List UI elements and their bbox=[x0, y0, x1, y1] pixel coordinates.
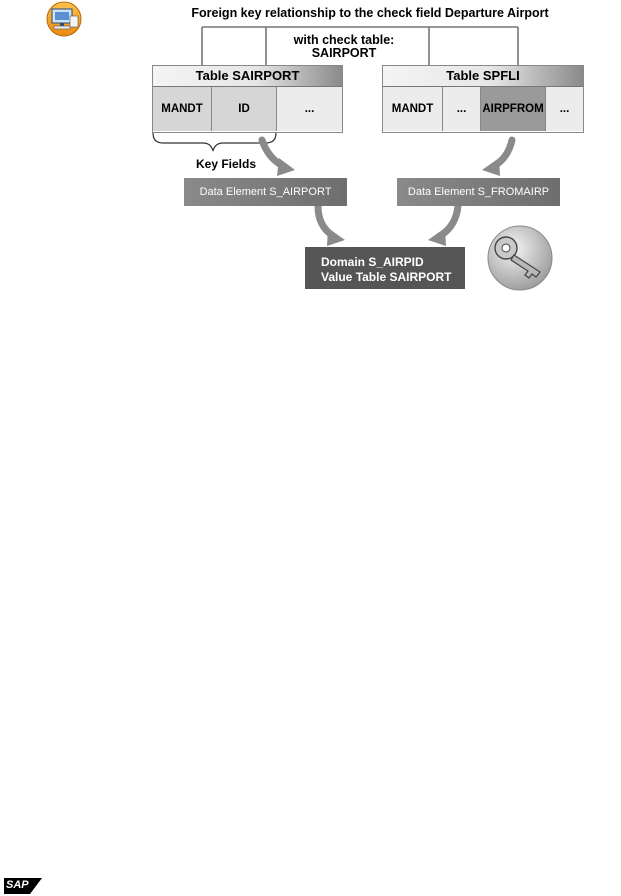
sap-logo-text: SAP bbox=[6, 879, 29, 891]
domain-value-table: Value Table SAIRPORT bbox=[321, 270, 452, 284]
domain-box bbox=[305, 247, 465, 289]
sairport-field-more: ... bbox=[277, 87, 342, 131]
table-sairport-header: Table SAIRPORT bbox=[153, 66, 342, 87]
spfli-field-more-1: ... bbox=[443, 87, 481, 131]
check-table-line2: SAIRPORT bbox=[311, 46, 377, 60]
check-table-line1: with check table: bbox=[293, 33, 395, 47]
key-fields-brace bbox=[153, 133, 276, 151]
data-element-s-airport: Data Element S_AIRPORT bbox=[184, 178, 347, 206]
spfli-field-mandt: MANDT bbox=[383, 87, 443, 131]
arrowhead-to-domain-right bbox=[428, 228, 446, 246]
key-fields-label: Key Fields bbox=[196, 157, 257, 171]
domain-name: Domain S_AIRPID bbox=[321, 255, 424, 269]
arrowhead-to-data-element-right bbox=[482, 158, 500, 176]
spfli-field-airpfrom: AIRPFROM bbox=[481, 87, 546, 131]
table-spfli bbox=[382, 65, 584, 133]
spfli-field-more-2: ... bbox=[546, 87, 583, 131]
arrowhead-to-data-element-left bbox=[277, 158, 295, 176]
sairport-field-mandt: MANDT bbox=[153, 87, 212, 131]
computer-screen-icon bbox=[47, 2, 81, 36]
sairport-field-id: ID bbox=[212, 87, 277, 131]
check-table-label bbox=[284, 34, 404, 60]
diagram-title: Foreign key relationship to the check field Departure Airport bbox=[191, 6, 549, 20]
data-element-s-fromairp: Data Element S_FROMAIRP bbox=[397, 178, 560, 206]
arrowhead-to-domain-left bbox=[327, 228, 345, 246]
table-spfli-header: Table SPFLI bbox=[383, 66, 583, 87]
table-sairport bbox=[152, 65, 343, 133]
key-icon bbox=[488, 226, 552, 290]
